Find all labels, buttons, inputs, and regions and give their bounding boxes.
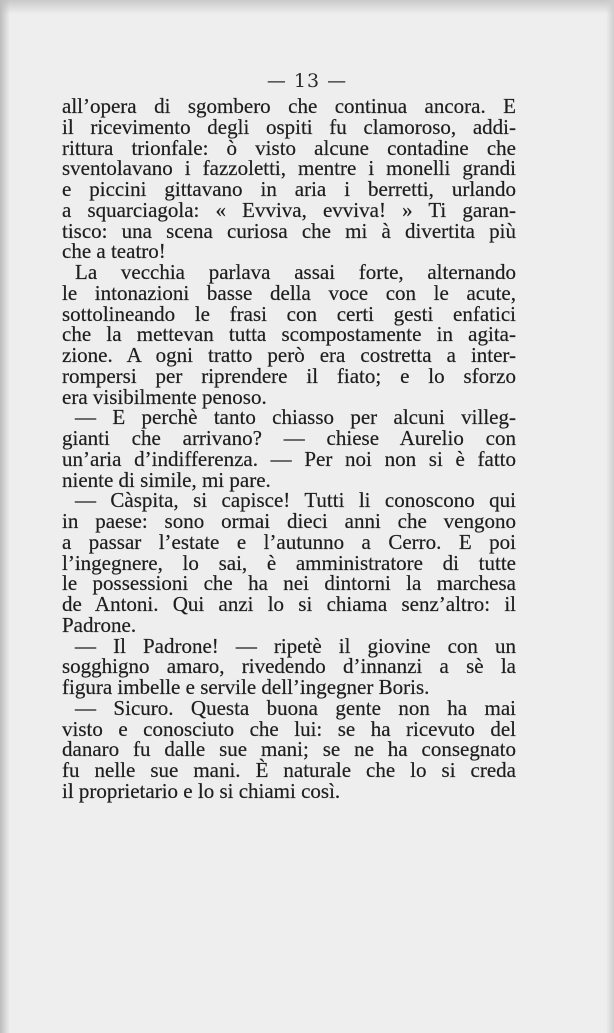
text-line: rompersi per riprendere il fiato; e lo sforzo — [62, 363, 516, 388]
text-line: gianti che arrivano? — chiese Aurelio con — [62, 426, 516, 450]
text-line: e piccini gittavano in aria i berretti, urlando — [62, 177, 516, 201]
text-line: il ricevimento degli ospiti fu clamoroso, addi- — [62, 114, 516, 139]
text-line: — Sicuro. Questa buona gente non ha mai — [75, 695, 516, 720]
top-edge-shadow — [0, 0, 614, 14]
text-line: fu nelle sue mani. È naturale che lo si creda — [62, 758, 516, 782]
text-line: un’aria d’indifferenza. — Per noi non si è fatto — [62, 446, 516, 471]
text-line: La vecchia parlava assai forte, alternando — [75, 260, 516, 284]
text-line: a squarciagola: « Evviva, evviva! » Ti garan- — [62, 197, 516, 222]
text-line: — Il Padrone! — ripetè il giovine con un — [75, 633, 516, 658]
text-line: sogghigno amaro, rivedendo d’innanzi a sè la — [62, 654, 516, 679]
left-edge-shadow — [0, 0, 10, 1033]
text-line: — Càspita, si capisce! Tutti li conoscono qui — [75, 488, 516, 513]
page-number: — 13 — — [266, 70, 348, 92]
text-line: le intonazioni basse della voce con le acute, — [62, 280, 516, 305]
right-edge-shadow — [606, 0, 614, 1033]
text-line: sottolineando le frasi con certi gesti enfatici — [62, 301, 516, 326]
body-text — [62, 96, 516, 802]
text-line: era visibilmente penoso. — [62, 384, 267, 409]
text-line: che a teatro! — [62, 239, 166, 264]
text-line: in paese: sono ormai dieci anni che vengono — [62, 509, 516, 533]
text-line: de Antoni. Qui anzi lo si chiama senz’altro: il — [62, 592, 516, 616]
text-line: a passar l’estate e l’autunno a Cerro. E poi — [62, 529, 516, 554]
text-line: il proprietario e lo si chiami così. — [62, 778, 341, 803]
text-line: visto e conosciuto che lui: se ha ricevuto del — [62, 716, 516, 741]
text-line: tisco: una scena curiosa che mi à divertita più — [62, 218, 516, 243]
text-line: Padrone. — [62, 612, 137, 637]
text-line: rittura trionfale: ò visto alcune contadine che — [62, 135, 516, 160]
text-line: niente di simile, mi pare. — [62, 467, 271, 492]
text-line: figura imbelle e servile dell’ingegner Boris. — [62, 675, 430, 699]
text-line: all’opera di sgombero che continua ancora. E — [62, 94, 516, 118]
text-line: le possessioni che ha nei dintorni la marchesa — [62, 571, 516, 596]
text-line: zione. A ogni tratto però era costretta a inter- — [62, 343, 516, 367]
text-line: — E perchè tanto chiasso per alcuni villeg- — [75, 405, 516, 430]
text-line: l’ingegnere, lo sai, è amministratore di tutte — [62, 550, 516, 575]
text-line: sventolavano i fazzoletti, mentre i monelli grandi — [62, 156, 516, 181]
text-line: danaro fu dalle sue mani; se ne ha consegnato — [62, 737, 516, 762]
text-line: che la mettevan tutta scompostamente in agita- — [62, 322, 516, 347]
